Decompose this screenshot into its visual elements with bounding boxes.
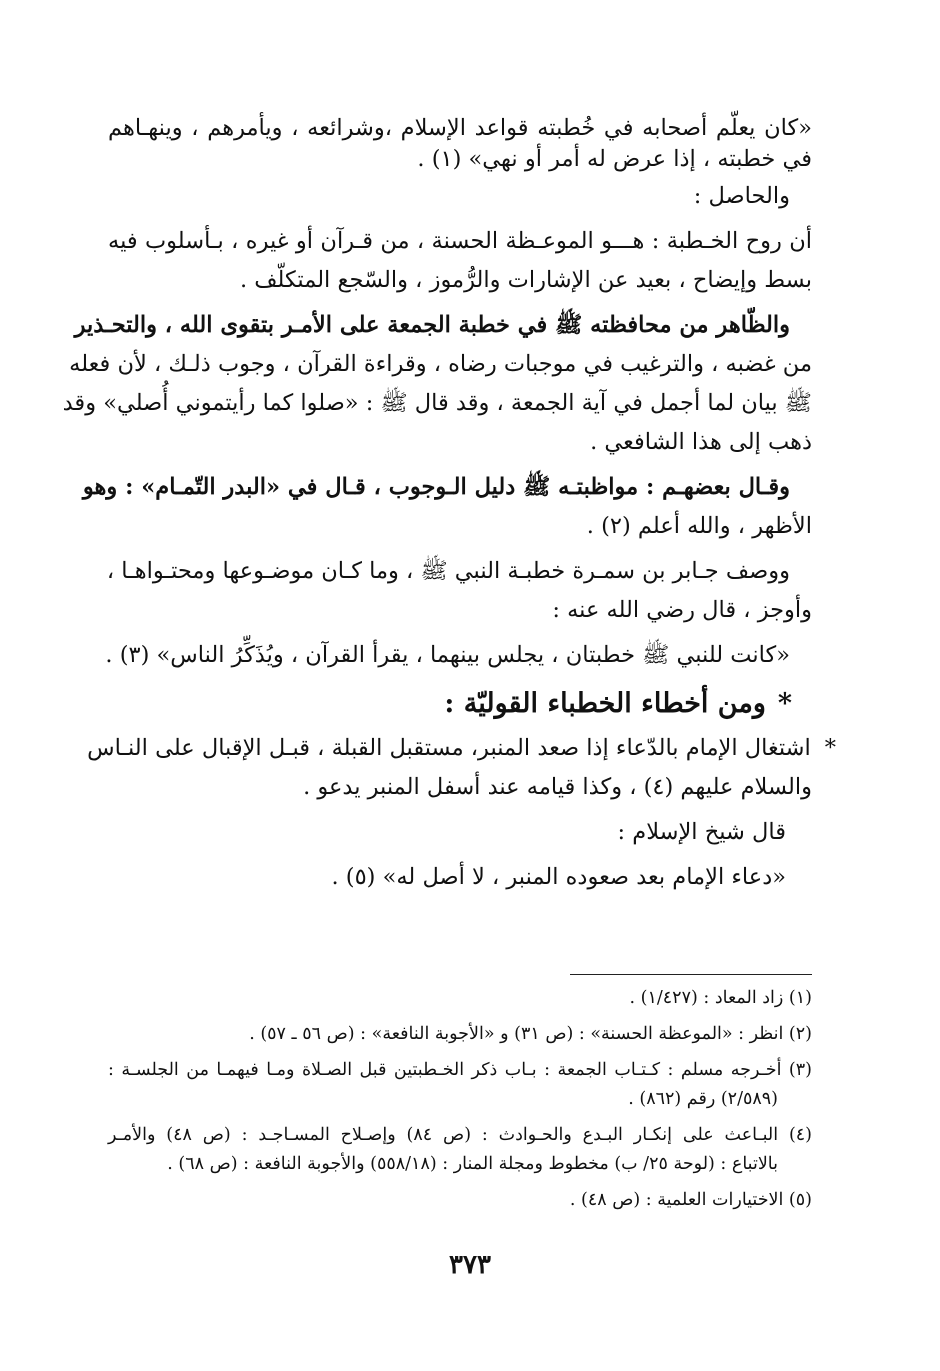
body-line: ذهب إلى هذا الشافعي . bbox=[590, 429, 812, 455]
asterisk-icon: * bbox=[777, 688, 792, 719]
body-line: والظّاهر من محافظته ﷺ في خطبة الجمعة على الأمـر بتقوى الله ، والتحـذير bbox=[74, 312, 790, 338]
body-line: بسط وإيضاح ، بعيد عن الإشارات والرُّموز ، والسّجع المتكلّف . bbox=[239, 267, 812, 293]
body-line: والحاصل : bbox=[693, 183, 790, 209]
quote-text: «دعاء الإمام بعد صعوده المنبر ، لا أصل له» (٥) . bbox=[331, 864, 786, 890]
footnote-continuation: (٢/٥٨٩) رقم (٨٦٢) . bbox=[628, 1089, 778, 1109]
footnotes bbox=[108, 984, 812, 1215]
body-line: «كان يعلّم أصحابه في خُطبته قواعد الإسلام ،وشرائعه ، ويأمرهم ، وينهـاهم bbox=[108, 115, 812, 141]
body-line: أن روح الخـطبة : هـــو الموعـظة الحسنة ، من قـرآن أو غيره ، بـأسلوب فيه bbox=[108, 228, 812, 254]
body-line: في خطبته ، إذا عرض له أمر أو نهي» (١) . bbox=[417, 146, 812, 172]
footnote: (٢) انظر : «الموعظة الحسنة» : (ص ٣١) و «الأجوبة النافعة» : (ص ٥٦ ـ ٥٧) . bbox=[249, 1024, 812, 1044]
footnote-continuation: بالاتباع : (لوحة ٢٥/ ب) مخطوط ومجلة المنار : (٥٥٨/١٨) والأجوبة النافعة : (ص ٦٨) . bbox=[167, 1154, 778, 1174]
asterisk-icon: * bbox=[824, 735, 836, 761]
footnote: (٣) أخـرجه مسلم : كـتـاب الجمعة : بـاب ذكر الخـطبتين قبل الصـلاة ومـا فيهمـا من الجلسـة : bbox=[108, 1060, 812, 1080]
footnote: (٤) البـاعث على إنكـار البـدع والحـوادث : (ص ٨٤) وإصـلاح المسـاجـد : (ص ٤٨) والأمـر bbox=[108, 1125, 812, 1145]
list-item-text: اشتغال الإمام بالدّعاء إذا صعد المنبر، مستقبل القبلة ، قبـل الإقبال على النـاس bbox=[87, 735, 811, 761]
list-item-line: والسلام عليهم (٤) ، وكذا قيامه عند أسفل المنبر يدعو . bbox=[303, 774, 812, 800]
body-line: ووصف جـابر بن سمـرة خطبـة النبي ﷺ ، وما كـان موضـوعها ومحتـواهـا ، bbox=[106, 558, 790, 584]
body-line: وقـال بعضهـم : مواظبتـه ﷺ دليل الـوجوب ، قـال في «البدر التّمـام» : وهو bbox=[82, 474, 790, 500]
section-heading bbox=[108, 685, 792, 723]
main-text bbox=[62, 113, 836, 893]
body-line: الأظهر ، والله أعلم (٢) . bbox=[586, 513, 812, 539]
quote-intro: قال شيخ الإسلام : bbox=[617, 819, 786, 845]
page-number: ٣٧٣ bbox=[449, 1250, 491, 1280]
footnote: (١) زاد المعاد : (١/٤٢٧) . bbox=[629, 988, 812, 1008]
body-line: من غضبه ، والترغيب في موجبات رضاه ، وقراءة القرآن ، وجوب ذلـك ، لأن فعله bbox=[69, 351, 812, 377]
body-line: وأوجز ، قال رضي الله عنه : bbox=[552, 597, 812, 623]
footnote-divider bbox=[570, 974, 812, 975]
list-item-line bbox=[87, 733, 836, 764]
body-line: ﷺ بيان لما أجمل في آية الجمعة ، وقد قال ﷺ : «صلوا كما رأيتموني أُصلي» وقد bbox=[62, 390, 812, 416]
section-heading-text: ومن أخطاء الخطباء القوليّة : bbox=[444, 688, 766, 719]
hadith-quote: «كانت للنبي ﷺ خطبتان ، يجلس بينهما ، يقرأ القرآن ، ويُذَكِّرُ الناس» (٣) . bbox=[105, 642, 790, 668]
footnote: (٥) الاختيارات العلمية : (ص ٤٨) . bbox=[569, 1190, 812, 1210]
